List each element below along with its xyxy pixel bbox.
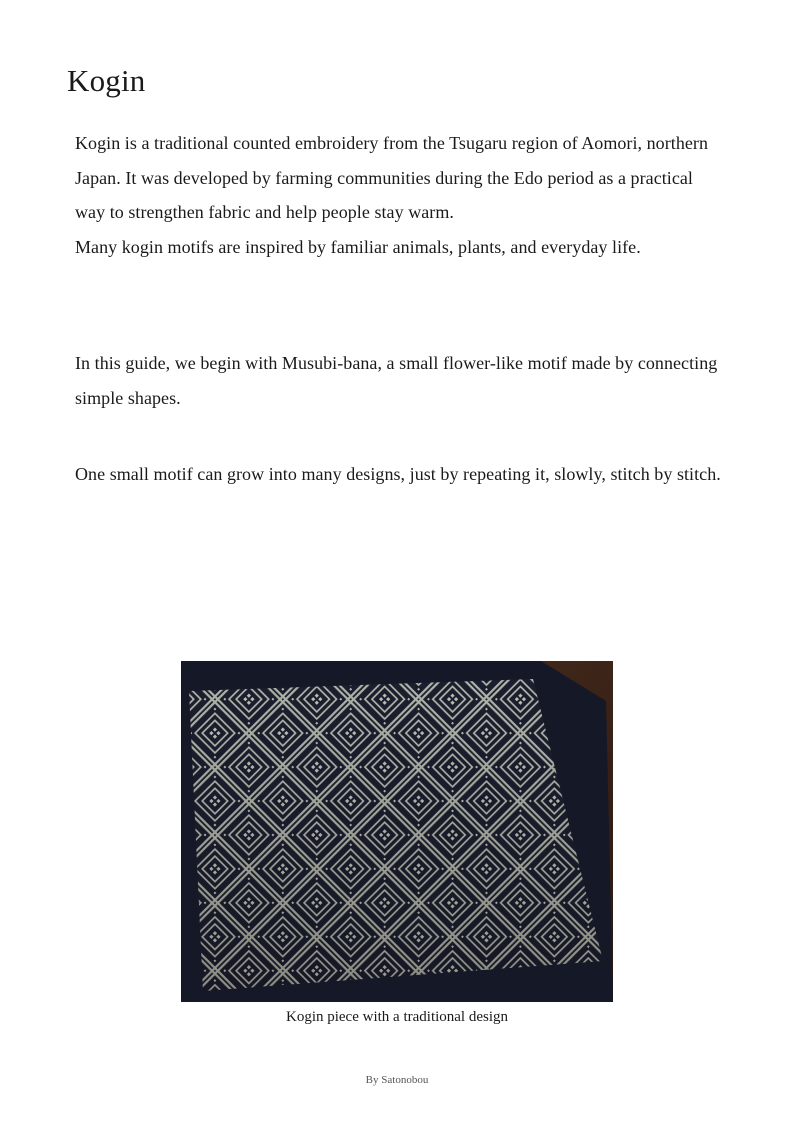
- motif-paragraph: One small motif can grow into many designs, just by repeating it, slowly, stitch by stitch.: [75, 464, 721, 484]
- motifs-text: Many kogin motifs are inspired by familiar animals, plants, and everyday life.: [75, 236, 641, 257]
- guide-paragraph: In this guide, we begin with Musubi-bana, a small flower-like motif made by connecting simple shapes.: [75, 353, 718, 408]
- intro-text: Kogin is a traditional counted embroidery from the Tsugaru region of Aomori, northern Japan. It was developed by farming communities during the Edo period as a practical way to strengthen fabric and help people stay warm.: [75, 133, 709, 222]
- figure-caption: Kogin piece with a traditional design: [285, 1009, 509, 1025]
- kogin-photo: [181, 661, 613, 1002]
- intro-paragraph: [75, 126, 725, 264]
- byline: By Satonobou: [365, 1074, 429, 1086]
- page-title: Kogin: [67, 63, 146, 98]
